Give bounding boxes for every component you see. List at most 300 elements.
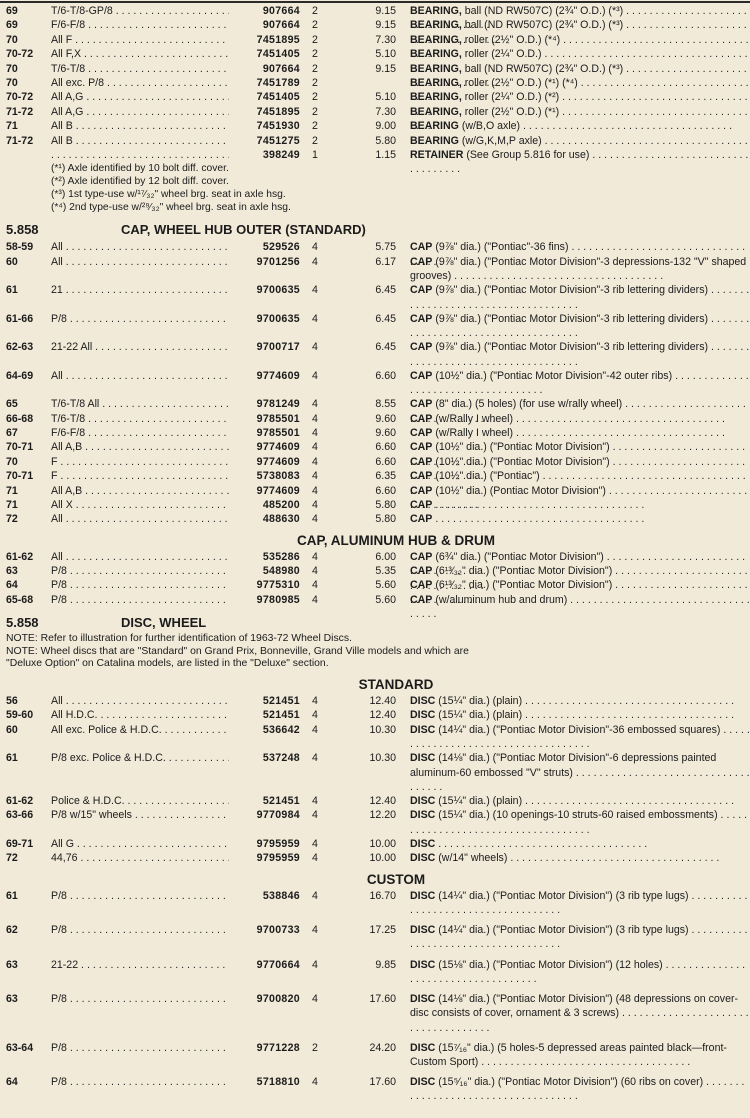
table-row [6,564,746,578]
description-cell [410,498,750,512]
part-name: CAP [410,550,433,563]
part-number-cell: 9795959 [256,852,300,865]
disc-note-line: "Deluxe Option" on Catalina models, are listed in the "Deluxe" section. [6,658,329,670]
table-row [6,1075,746,1104]
part-description: ball (ND RW507C) (2¾" O.D.) (*³) . . . [410,5,747,31]
part-description: (14⅛" dia.) ("Pontiac Motor Division") (48 depressions on cover-disc consists of cover, ornament & 3 screws) . . . [410,993,749,1034]
part-description: roller (2¼" O.D.) (*²) . . . [410,91,748,117]
part-name: DISC [410,993,436,1005]
price-cell: 5.80 [375,134,396,147]
part-number-cell: 7451895 [256,105,300,118]
application-cell: F/6-F/8 . . . [51,18,229,32]
year-cell: 56 [6,695,18,708]
quantity-cell: 4 [312,958,318,971]
application-cell: T/6-T/8 . . . [51,62,229,76]
part-description: (15⅛" dia.) ("Pontiac Motor Division") (12 holes) . . . [410,959,745,985]
quantity-cell: 4 [312,837,318,850]
price-cell: 12.40 [369,794,396,807]
part-name: CAP [410,312,433,325]
top-rule [0,1,750,3]
part-number-cell: 7451930 [256,120,300,133]
application-cell: All B . . . [51,134,229,148]
quantity-cell: 2 [312,5,318,17]
price-cell: 1.15 [375,148,396,161]
table-row [6,992,746,1035]
part-name: CAP [410,426,433,439]
price-cell: 9.15 [375,5,396,17]
subsection-title: STANDARD [358,677,434,693]
section-heading-cap [6,220,746,240]
description-cell [410,369,750,398]
quantity-cell: 4 [312,241,318,254]
table-row [6,240,746,254]
part-description: (6¾" dia.) ("Pontiac Motor Division") . . . [410,551,745,577]
section-heading-disc [6,613,746,633]
year-cell: 70 [6,33,18,46]
part-number-cell: 9774609 [256,441,300,454]
part-number-cell: 9771228 [256,1041,300,1054]
price-cell: 6.60 [375,441,396,454]
quantity-cell: 2 [312,62,318,75]
part-description: roller (2½" O.D.) (*¹) . . . [410,106,748,132]
description-cell [410,340,750,369]
table-row [6,426,746,440]
description-cell [410,255,750,284]
part-number-cell: 7451405 [256,91,300,104]
part-description: (See Group 5.816 for use) . . . [410,149,748,175]
part-description [438,838,647,850]
application-cell: P/8 exc. Police & H.D.C. . . . [51,751,229,765]
part-number-cell: 9774609 [256,369,300,382]
table-row [6,33,746,47]
quantity-cell: 2 [312,76,318,89]
part-name: RETAINER [410,148,464,161]
application-cell: All . . . [51,240,229,254]
table-row [6,484,746,498]
table-row [6,105,746,119]
part-description: ball (ND RW507C) (2¾" O.D.) (*³) . . . [410,63,747,89]
price-cell: 9.85 [375,958,396,971]
quantity-cell: 2 [312,19,318,32]
table-row [6,4,746,18]
year-cell: 61 [6,284,18,297]
standard-disc-rows [6,694,746,865]
description-cell [410,992,750,1035]
table-row [6,283,746,312]
price-cell: 9.60 [375,426,396,439]
price-cell: 5.60 [375,593,396,606]
year-cell: 58-59 [6,241,34,254]
application-cell: P/8 . . . [51,564,229,578]
part-number-cell: 536642 [262,723,300,736]
price-cell: 17.60 [369,993,396,1005]
table-row [6,76,746,90]
price-cell: 6.45 [375,341,396,354]
table-row [6,794,746,808]
price-cell: 5.80 [375,498,396,511]
part-name: DISC [410,852,436,865]
part-description: (14⅛" dia.) ("Pontiac Motor Division"-6 depressions painted aluminum-60 embossed "V" struts) . . . [410,752,750,793]
year-cell: 62-63 [6,341,34,354]
section-heading-aluminum [6,531,746,550]
year-cell: 70 [6,455,18,468]
part-number-cell: 7451895 [256,33,300,46]
quantity-cell: 2 [312,134,318,147]
application-cell: All B . . . [51,119,229,133]
part-number-cell: 9795959 [256,837,300,850]
application-cell: P/8 . . . [51,992,229,1006]
part-description: roller (2½" O.D.) (*¹) (*⁴) . . . [410,77,749,103]
year-cell: 70-72 [6,48,34,61]
application-cell: Police & H.D.C. . . . [51,794,229,808]
table-row [6,578,746,592]
part-name: BEARING, [410,105,462,118]
table-row [6,837,746,851]
part-number-cell: 9775310 [256,579,300,592]
description-cell [410,889,750,918]
year-cell: 59-60 [6,709,34,722]
part-name: CAP [410,484,433,497]
description-cell [410,708,750,722]
note-line: (*²) Axle identified by 12 bolt diff. cover. [51,176,229,188]
year-cell: 61 [6,752,18,765]
description-cell [410,851,750,865]
year-cell: 71 [6,120,18,133]
part-name: CAP [410,284,433,297]
part-description: (6¹³⁄₃₂" dia.) ("Pontiac Motor Division") . . . [410,579,748,605]
application-cell: T/6-T/8-GP/8 . . . [51,4,229,18]
part-description: (w/Rally I wheel) . . . [435,413,725,425]
part-number-cell: 9781249 [256,398,300,411]
part-name: DISC [410,889,436,902]
part-description: (15⁷⁄₁₆" dia.) (5 holes-5 depressed areas painted black—front-Custom Sport) . . . [410,1042,727,1068]
table-row [6,62,746,76]
section-title: CAP, WHEEL HUB OUTER (STANDARD) [121,222,366,238]
part-number-cell: 9770664 [256,958,300,971]
part-name: CAP [410,241,433,254]
price-cell: 12.40 [369,695,396,708]
bearing-rows [6,4,746,162]
price-cell: 9.15 [375,62,396,75]
year-cell: 60 [6,255,18,268]
quantity-cell: 2 [312,120,318,133]
part-name: BEARING, [410,48,462,61]
application-cell: P/8 w/15" wheels . . . [51,808,229,822]
year-cell: 69-71 [6,837,34,850]
part-description: (10½" dia.) ("Pontiac") . . . [410,470,746,496]
price-cell: 10.30 [369,723,396,736]
quantity-cell: 4 [312,723,318,736]
description-cell [410,426,750,440]
part-name: DISC [410,709,436,722]
part-number-cell: 5718810 [256,1076,300,1088]
application-cell: All . . . [51,550,229,564]
description-cell [410,723,750,752]
description-cell [410,512,750,526]
table-row [6,1041,746,1070]
custom-heading [6,870,746,889]
year-cell: 62 [6,924,18,936]
year-cell: 69 [6,5,18,17]
table-row [6,312,746,341]
table-row [6,340,746,369]
part-description: (15⁵⁄₁₆" dia.) ("Pontiac Motor Division") (60 ribs on cover) . . . [410,1076,744,1102]
table-row [6,808,746,837]
part-name: BEARING, [410,33,462,46]
year-cell: 70-71 [6,470,34,483]
part-name: DISC [410,752,436,765]
application-cell: 21-22 . . . [51,958,229,972]
year-cell: 64 [6,1076,18,1088]
application-cell [51,148,229,162]
price-cell: 8.55 [375,398,396,411]
part-name: CAP [410,412,433,425]
year-cell: 71-72 [6,134,34,147]
quantity-cell: 4 [312,695,318,708]
application-cell: P/8 . . . [51,578,229,592]
application-cell: All F,X . . . [51,47,229,61]
part-name: BEARING, [410,5,462,17]
quantity-cell: 4 [312,312,318,325]
application-cell: P/8 . . . [51,923,229,937]
part-description: (w/14" wheels) . . . [438,852,719,864]
year-cell: 66-68 [6,412,34,425]
description-cell [410,923,750,952]
part-description [435,499,644,511]
year-cell: 60 [6,723,18,736]
part-number-cell: 529526 [262,241,300,254]
part-number-cell: 488630 [262,513,300,526]
year-cell: 61-62 [6,550,34,563]
quantity-cell: 4 [312,284,318,297]
part-description: (w/aluminum hub and drum) . . . [410,594,750,620]
quantity-cell: 4 [312,889,318,902]
description-cell [410,958,750,987]
part-description [435,513,644,525]
table-row [6,694,746,708]
price-cell: 10.00 [369,852,396,865]
quantity-cell: 4 [312,484,318,497]
section-title: CAP, ALUMINUM HUB & DRUM [297,532,495,548]
year-cell: 61 [6,889,18,902]
part-description: ball (ND RW507C) (2¾" O.D.) (*³) . . . [410,19,747,45]
part-description: (14¼" dia.) ("Pontiac Motor Division") (3 rib type lugs) . . . [410,890,747,916]
table-row [6,369,746,398]
quantity-cell: 4 [312,441,318,454]
year-cell: 72 [6,852,18,865]
part-name: BEARING [410,134,459,147]
application-cell: P/8 . . . [51,593,229,607]
table-row [6,18,746,32]
part-number-cell: 9785501 [256,412,300,425]
year-cell: 65-68 [6,593,34,606]
part-description: (15¼" dia.) (plain) . . . [438,695,734,707]
part-name: CAP [410,441,433,454]
quantity-cell: 2 [312,33,318,46]
year-cell: 72 [6,513,18,526]
year-cell: 70-71 [6,441,34,454]
aluminum-cap-rows [6,550,746,608]
part-description: (9⅞" dia.) ("Pontiac Motor Division"-3 rib lettering dividers) . . . [410,284,749,310]
part-name: BEARING, [410,62,462,75]
part-description: (15¼" dia.) (plain) . . . [438,709,734,721]
part-number-cell: 9700820 [256,993,300,1005]
price-cell: 6.00 [375,550,396,563]
part-name: DISC [410,1041,436,1054]
table-row [6,708,746,722]
note-line: (*¹) Axle identified by 10 bolt diff. cover. [51,163,229,175]
table-row [6,469,746,483]
application-cell: P/8 . . . [51,1075,229,1089]
quantity-cell: 4 [312,593,318,606]
part-number-cell: 9700635 [256,284,300,297]
price-cell: 9.00 [375,120,396,133]
quantity-cell: 4 [312,513,318,526]
price-cell: 6.60 [375,484,396,497]
price-cell: 12.20 [369,809,396,822]
application-cell: P/8 . . . [51,312,229,326]
part-number-cell: 9780985 [256,593,300,606]
part-number-cell: 521451 [262,695,300,708]
part-name: BEARING, [410,19,462,32]
part-description: (9⅞" dia.) ("Pontiac Motor Division"-3 depressions-132 "V" shaped grooves) . . . [410,256,746,282]
part-number-cell: 9700717 [256,341,300,354]
part-description: (6¹³⁄₃₂" dia.) ("Pontiac Motor Division") . . . [410,565,748,591]
disc-note-line: NOTE: Refer to illustration for further identification of 1963-72 Wheel Discs. [6,633,352,645]
quantity-cell: 4 [312,752,318,765]
price-cell: 17.25 [369,924,396,936]
price-cell: 5.60 [375,579,396,592]
quantity-cell: 4 [312,498,318,511]
price-cell: 5.80 [375,513,396,526]
part-number-cell: 9700635 [256,312,300,325]
description-cell [410,751,750,794]
table-row [6,412,746,426]
year-cell: 71-72 [6,105,34,118]
cap-rows [6,240,746,526]
price-cell: 7.30 [375,105,396,118]
quantity-cell: 2 [312,1041,318,1054]
part-name: DISC [410,695,436,708]
application-cell: P/8 . . . [51,1041,229,1055]
application-cell: All . . . [51,512,229,526]
part-number-cell: 7451789 [256,76,300,89]
quantity-cell: 1 [312,148,318,161]
table-row [6,958,746,987]
quantity-cell: 4 [312,924,318,936]
table-row [6,148,746,162]
standard-heading [6,675,746,694]
parts-listing [6,4,746,1104]
price-cell: 6.60 [375,369,396,382]
part-number-cell: 7451275 [256,134,300,147]
quantity-cell: 4 [312,412,318,425]
part-description: (14¼" dia.) ("Pontiac Motor Division"-36 embossed squares) . . . [410,724,750,750]
description-cell [410,1075,750,1104]
section-title: DISC, WHEEL [121,615,207,631]
part-description: (15¼" dia.) (plain) . . . [438,795,734,807]
year-cell: 63-64 [6,1041,34,1054]
quantity-cell: 4 [312,255,318,268]
part-description: (10½" dia.) ("Pontiac Motor Division") . . . [410,456,745,482]
part-number-cell: 907664 [262,5,300,17]
application-cell: All exc. P/8 . . . [51,76,229,90]
quantity-cell: 4 [312,565,318,578]
part-name: CAP [410,498,433,511]
table-row [6,455,746,469]
price-cell: 10.30 [369,752,396,765]
price-cell: 24.20 [369,1041,396,1054]
part-description: (w/G,K,M,P axle) . . . [410,135,748,161]
description-cell [410,148,750,177]
year-cell: 63 [6,958,18,971]
price-cell: 9.15 [375,19,396,32]
price-cell: 5.75 [375,241,396,254]
part-number-cell: 907664 [262,19,300,32]
part-number-cell: 537248 [262,752,300,765]
part-number-cell: 907664 [262,62,300,75]
part-name: CAP [410,255,433,268]
quantity-cell: 4 [312,852,318,865]
description-cell [410,694,750,708]
part-description: (15¼" dia.) (10 openings-10 struts-60 raised embossments) . . . [410,809,747,835]
application-cell: All X . . . [51,498,229,512]
year-cell: 61-66 [6,312,34,325]
part-number-cell: 9701256 [256,255,300,268]
note-line: (*⁴) 2nd type-use w/²⁹⁄₃₂" wheel brg. seat in axle hsg. [51,202,291,214]
price-cell: 7.30 [375,33,396,46]
application-cell: 21-22 All . . . [51,340,229,354]
quantity-cell: 2 [312,48,318,61]
price-cell: 6.17 [375,255,396,268]
application-cell: T/6-T/8 . . . [51,412,229,426]
part-description: roller (2¼" O.D.) . . . [410,48,748,74]
table-row [6,593,746,607]
application-cell: All . . . [51,694,229,708]
price-cell: 16.70 [369,889,396,902]
table-row [6,397,746,411]
year-cell: 64 [6,579,18,592]
part-number-cell: 521451 [262,794,300,807]
year-cell: 65 [6,398,18,411]
part-description: (9⅞" dia.) ("Pontiac"-36 fins) . . . [410,241,745,267]
part-number-cell: 521451 [262,709,300,722]
part-name: DISC [410,924,436,936]
quantity-cell: 2 [312,105,318,118]
table-row [6,440,746,454]
quantity-cell: 4 [312,455,318,468]
application-cell: P/8 . . . [51,889,229,903]
part-name: CAP [410,513,433,526]
price-cell: 5.35 [375,565,396,578]
part-description: (9⅞" dia.) ("Pontiac Motor Division"-3 rib lettering dividers) . . . [410,341,749,367]
application-cell: F/6-F/8 . . . [51,426,229,440]
description-cell [410,794,750,808]
quantity-cell: 4 [312,809,318,822]
disc-notes [6,633,746,671]
part-number-cell: 9774609 [256,455,300,468]
year-cell: 64-69 [6,369,34,382]
year-cell: 70 [6,76,18,89]
price-cell: 9.60 [375,412,396,425]
table-row [6,923,746,952]
description-cell [410,283,750,312]
description-cell [410,412,750,426]
quantity-cell: 4 [312,398,318,411]
application-cell: T/6-T/8 All . . . [51,397,229,411]
description-cell [410,837,750,851]
part-name: BEARING, [410,91,462,104]
